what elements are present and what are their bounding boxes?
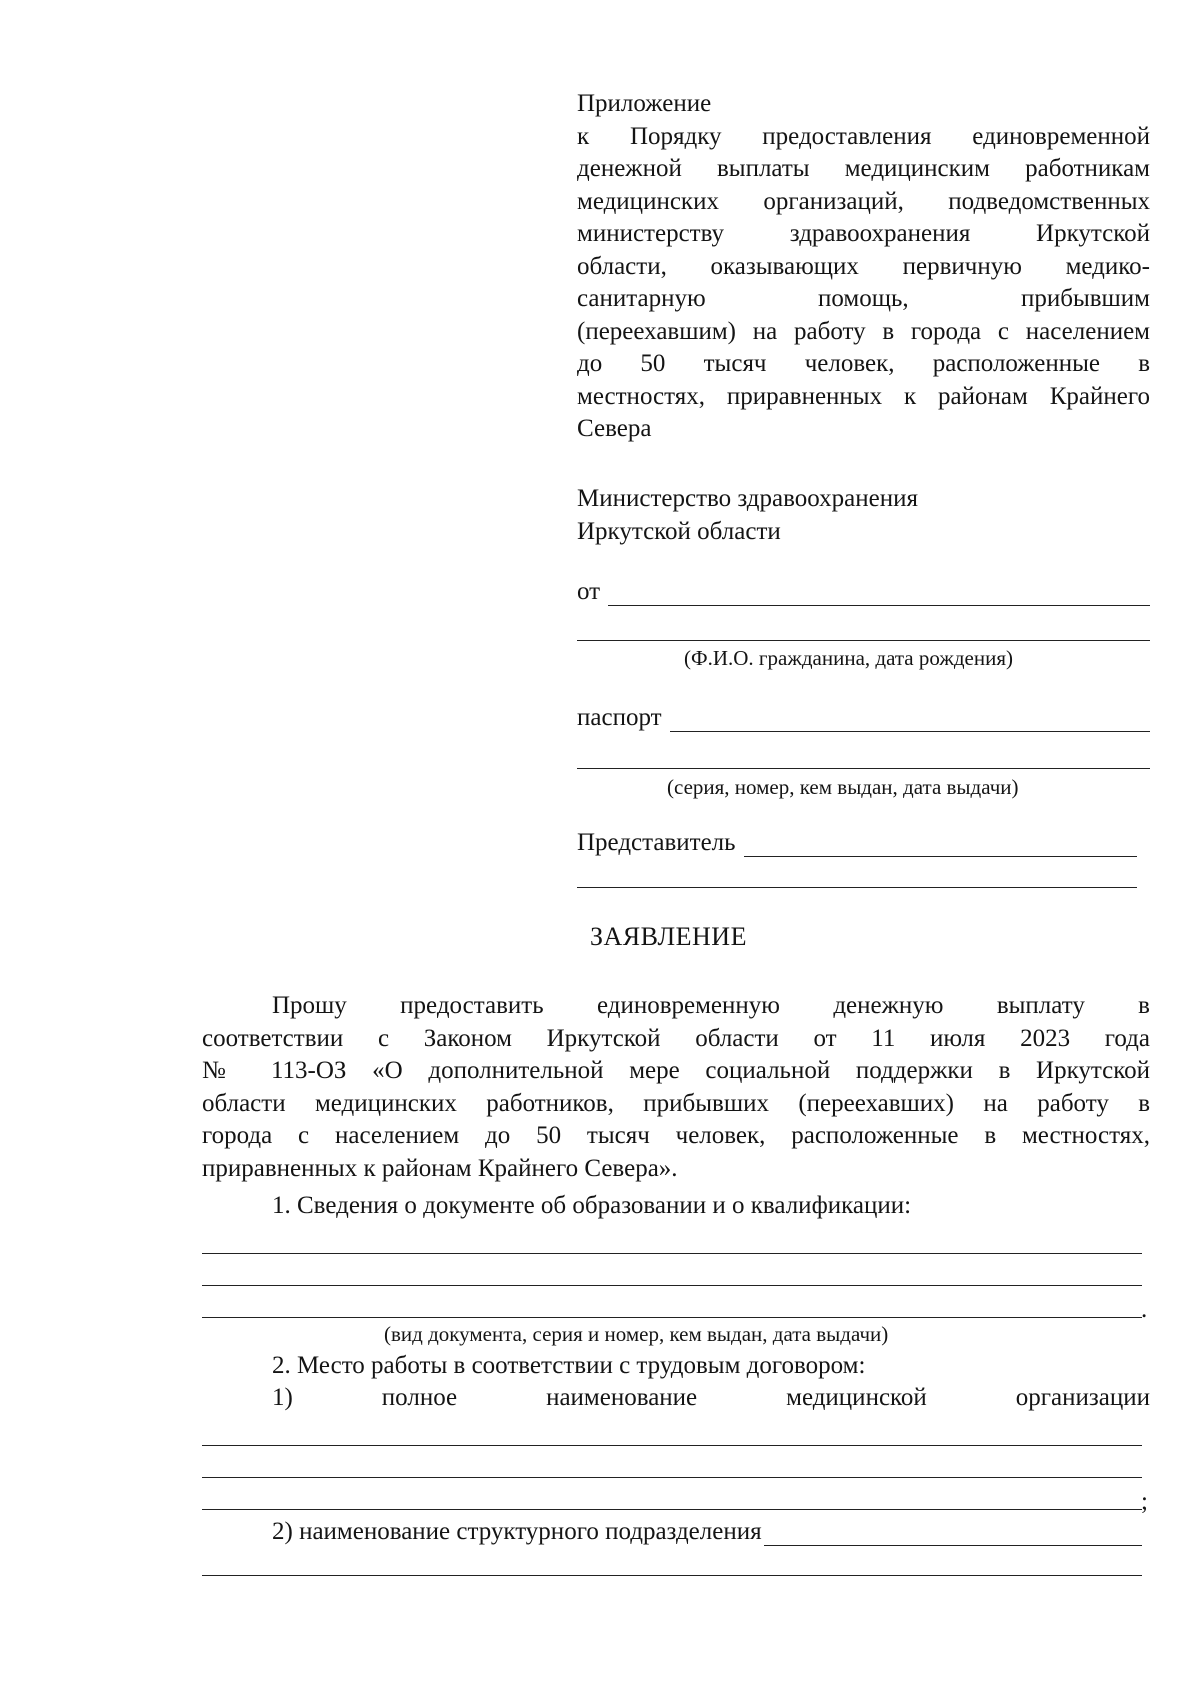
from-field-row	[577, 578, 1150, 606]
from-label: от	[577, 578, 601, 605]
item2-1-input-line[interactable]	[202, 1509, 1142, 1510]
annex-line: области, оказывающих первичную медико-	[577, 252, 1150, 280]
paragraph-line: соответствии с Законом Иркутской области от 11 июля 2023 года	[202, 1024, 1150, 1052]
item2-1-end-mark: ;	[1141, 1488, 1148, 1515]
request-paragraph	[202, 990, 1150, 1185]
representative-label: Представитель	[577, 829, 736, 856]
annex-line: денежной выплаты медицинским работникам	[577, 155, 1150, 182]
annex-line: к Порядку предоставления единовременной	[577, 122, 1150, 150]
passport-input-line-2[interactable]	[577, 768, 1150, 769]
item2-1-input-line[interactable]	[202, 1445, 1142, 1446]
item1-input-line[interactable]	[202, 1285, 1142, 1286]
item2-2-row	[272, 1518, 1142, 1546]
item1-end-mark: .	[1141, 1296, 1148, 1323]
annex-line: (переехавшим) на работу в города с населением	[577, 317, 1150, 345]
passport-label: паспорт	[577, 704, 662, 731]
paragraph-line: Прошу предоставить единовременную денежную выплату в	[272, 992, 1150, 1019]
annex-body	[577, 121, 1150, 446]
passport-caption: (серия, номер, кем выдан, дата выдачи)	[667, 775, 1019, 799]
addressee-line: Иркутской области	[577, 518, 781, 545]
representative-input-line-2[interactable]	[577, 887, 1137, 888]
item1-input-line[interactable]	[202, 1317, 1142, 1318]
item1-caption: (вид документа, серия и номер, кем выдан, дата выдачи)	[384, 1322, 889, 1346]
annex-line: министерству здравоохранения Иркутской	[577, 220, 1150, 247]
from-caption: (Ф.И.О. гражданина, дата рождения)	[684, 646, 1013, 670]
paragraph-line: приравненных к районам Крайнего Севера».	[202, 1154, 678, 1182]
passport-input-line[interactable]	[670, 705, 1150, 732]
representative-field-row	[577, 829, 1137, 857]
from-input-line-2[interactable]	[577, 640, 1150, 641]
item2-1-input-line[interactable]	[202, 1477, 1142, 1478]
document-heading: ЗАЯВЛЕНИЕ	[590, 922, 747, 951]
item1-label: 1. Сведения о документе об образовании и о квалификации:	[272, 1192, 912, 1219]
annex-line: медицинских организаций, подведомственных	[577, 187, 1150, 215]
paragraph-line: города с населением до 50 тысяч человек, расположенные в местностях,	[202, 1122, 1150, 1149]
from-input-line[interactable]	[608, 579, 1150, 606]
passport-field-row	[577, 704, 1150, 732]
annex-line: местностях, приравненных к районам Крайнего	[577, 382, 1150, 410]
addressee-line: Министерство здравоохранения	[577, 485, 918, 512]
annex-block	[577, 88, 1150, 446]
annex-title: Приложение	[577, 90, 712, 117]
item2-2-label: 2) наименование структурного подразделения	[272, 1518, 762, 1545]
addressee	[577, 482, 918, 548]
item1-input-line[interactable]	[202, 1253, 1142, 1254]
item2-label: 2. Место работы в соответствии с трудовым договором:	[272, 1352, 866, 1379]
annex-line: Севера	[577, 415, 652, 442]
item2-1-label: 1) полное наименование медицинской организации	[272, 1384, 1150, 1411]
annex-line: до 50 тысяч человек, расположенные в	[577, 350, 1150, 377]
paragraph-line: № 113-ОЗ «О дополнительной мере социальной поддержки в Иркутской	[202, 1057, 1150, 1084]
item2-2-input-line[interactable]	[764, 1519, 1142, 1546]
annex-line: санитарную помощь, прибывшим	[577, 285, 1150, 312]
paragraph-line: области медицинских работников, прибывших (переехавших) на работу в	[202, 1089, 1150, 1117]
item2-2-input-line-2[interactable]	[202, 1575, 1142, 1576]
representative-input-line[interactable]	[744, 830, 1137, 857]
